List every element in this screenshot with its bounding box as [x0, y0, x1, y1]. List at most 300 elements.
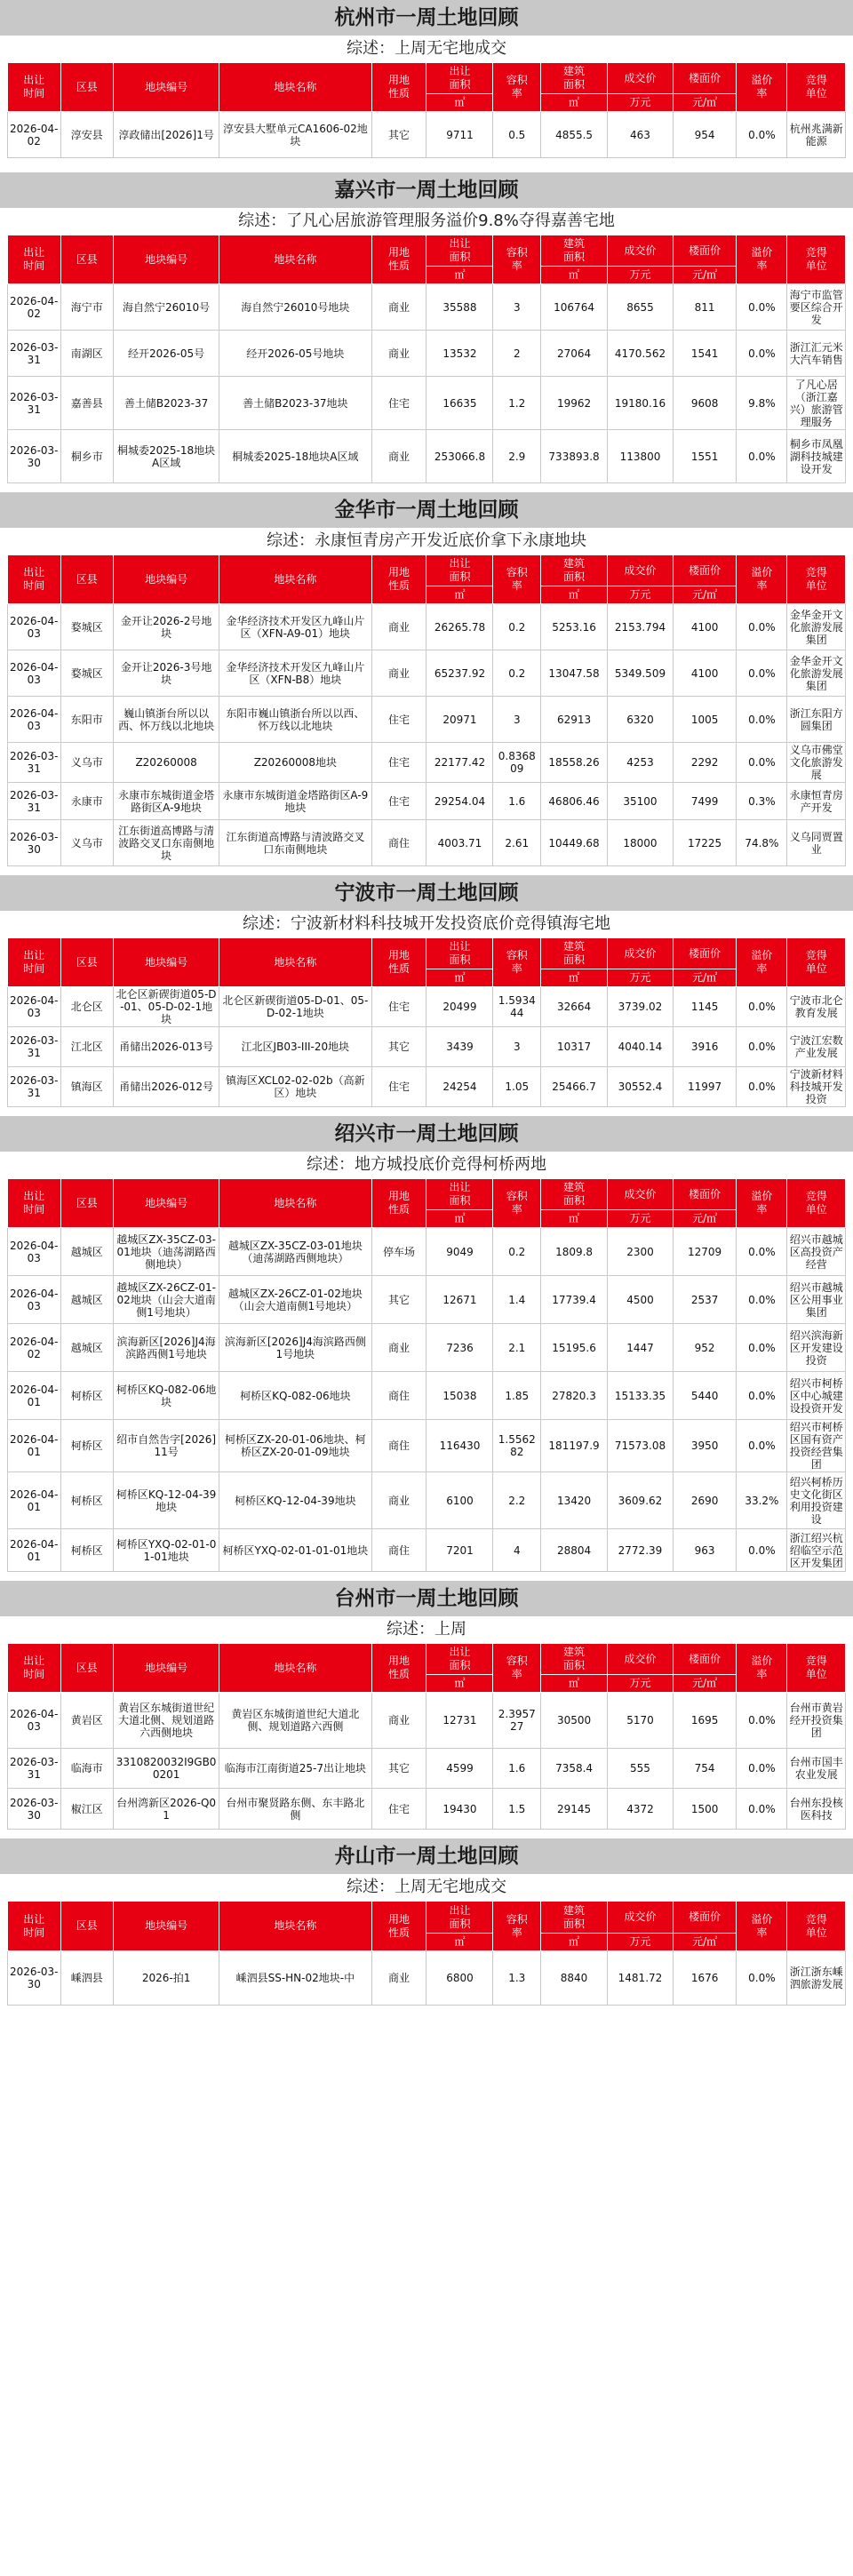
cell-plot-no: 越城区ZX-26CZ-01-02地块（山会大道南侧1号地块） — [114, 1276, 219, 1324]
column-header-plot-name: 地块名称 — [219, 1644, 371, 1693]
table-row — [8, 1693, 846, 1749]
cell-far: 3 — [493, 1027, 541, 1067]
column-header-plot-no: 地块编号 — [114, 63, 219, 112]
table-row — [8, 743, 846, 783]
table-row — [8, 112, 846, 158]
cell-build-area: 29145 — [541, 1789, 608, 1830]
cell-district: 黄岩区 — [60, 1693, 114, 1749]
cell-price: 8655 — [608, 284, 674, 331]
cell-date: 2026-04-02 — [8, 112, 61, 158]
cell-floor-price: 1695 — [673, 1693, 736, 1749]
cell-premium: 0.0% — [737, 1749, 787, 1789]
table-row — [8, 783, 846, 820]
cell-plot-no: 台州湾新区2026-Q01 — [114, 1789, 219, 1830]
column-unit-price: 万元 — [608, 1675, 674, 1693]
column-unit-build-area: ㎡ — [541, 94, 608, 112]
table-header-row — [8, 1902, 846, 1934]
cell-winner: 金华金开文化旅游发展集团 — [787, 650, 846, 697]
column-unit-floor-price: 元/㎡ — [673, 1210, 736, 1228]
cell-district: 越城区 — [60, 1276, 114, 1324]
cell-floor-price: 3950 — [673, 1420, 736, 1472]
cell-plot-no: 甬储出2026-012号 — [114, 1067, 219, 1107]
cell-district: 柯桥区 — [60, 1529, 114, 1572]
column-header-price: 成交价 — [608, 555, 674, 586]
cell-plot-no: Z20260008 — [114, 743, 219, 783]
cell-area: 29254.04 — [426, 783, 493, 820]
column-header-district: 区县 — [60, 1179, 114, 1228]
column-header-plot-name: 地块名称 — [219, 63, 371, 112]
cell-plot-name: 嵊泗县SS-HN-02地块-中 — [219, 1951, 371, 2006]
cell-premium: 0.0% — [737, 1228, 787, 1276]
cell-date: 2026-04-03 — [8, 650, 61, 697]
column-header-price: 成交价 — [608, 938, 674, 969]
column-header-build-area: 建筑 面积 — [541, 63, 608, 94]
cell-plot-no: 柯桥区YXQ-02-01-01-01地块 — [114, 1529, 219, 1572]
cell-price: 1481.72 — [608, 1951, 674, 2006]
section-spacer — [0, 1830, 853, 1838]
cell-far: 2 — [493, 331, 541, 377]
column-header-plot-no: 地块编号 — [114, 938, 219, 987]
column-header-plot-name: 地块名称 — [219, 235, 371, 284]
cell-district: 桐乡市 — [60, 430, 114, 483]
column-header-district: 区县 — [60, 63, 114, 112]
cell-area: 12671 — [426, 1276, 493, 1324]
cell-build-area: 10317 — [541, 1027, 608, 1067]
cell-date: 2026-04-02 — [8, 1324, 61, 1372]
section-summary: 综述：了凡心居旅游管理服务溢价9.8%夺得嘉善宅地 — [238, 211, 615, 230]
cell-usage: 其它 — [371, 1276, 426, 1324]
cell-plot-no: 柯桥区KQ-12-04-39地块 — [114, 1472, 219, 1529]
section-summary: 综述：宁波新材料科技城开发投资底价竞得镇海宅地 — [243, 914, 610, 933]
cell-usage: 商业 — [371, 1472, 426, 1529]
cell-floor-price: 5440 — [673, 1372, 736, 1420]
table-row — [8, 1067, 846, 1107]
cell-usage: 商住 — [371, 820, 426, 866]
cell-date: 2026-04-03 — [8, 604, 61, 650]
cell-build-area: 27064 — [541, 331, 608, 377]
column-header-plot-no: 地块编号 — [114, 1179, 219, 1228]
column-header-far: 容积 率 — [493, 1644, 541, 1693]
cell-plot-name: 永康市东城街道金塔路街区A-9地块 — [219, 783, 371, 820]
column-unit-price: 万元 — [608, 969, 674, 987]
cell-premium: 0.0% — [737, 987, 787, 1027]
table-row — [8, 1951, 846, 2006]
cell-usage: 商业 — [371, 331, 426, 377]
cell-plot-no: 善土储B2023-37 — [114, 377, 219, 430]
column-header-area: 出让 面积 — [426, 1902, 493, 1934]
table-row — [8, 377, 846, 430]
cell-area: 12731 — [426, 1693, 493, 1749]
cell-far: 0.5 — [493, 112, 541, 158]
table-row — [8, 1324, 846, 1372]
column-header-plot-name: 地块名称 — [219, 1179, 371, 1228]
cell-far: 0.2 — [493, 650, 541, 697]
cell-price: 6320 — [608, 697, 674, 743]
column-header-usage: 用地 性质 — [371, 235, 426, 284]
cell-price: 4170.562 — [608, 331, 674, 377]
cell-district: 婺城区 — [60, 604, 114, 650]
cell-plot-name: 淳安县大墅单元CA1606-02地块 — [219, 112, 371, 158]
column-header-build-area: 建筑 面积 — [541, 1644, 608, 1675]
cell-plot-no: 柯桥区KQ-082-06地块 — [114, 1372, 219, 1420]
cell-price: 4040.14 — [608, 1027, 674, 1067]
column-header-district: 区县 — [60, 1644, 114, 1693]
cell-district: 镇海区 — [60, 1067, 114, 1107]
cell-usage: 商业 — [371, 284, 426, 331]
column-header-premium: 溢价 率 — [737, 1644, 787, 1693]
land-transaction-table — [7, 1643, 846, 1830]
cell-usage: 商住 — [371, 1372, 426, 1420]
cell-winner: 金华金开文化旅游发展集团 — [787, 604, 846, 650]
cell-date: 2026-04-01 — [8, 1472, 61, 1529]
column-unit-floor-price: 元/㎡ — [673, 586, 736, 604]
section-title: 杭州市一周土地回顾 — [0, 0, 853, 36]
cell-build-area: 13420 — [541, 1472, 608, 1529]
cell-area: 24254 — [426, 1067, 493, 1107]
cell-plot-no: 淳政储出[2026]1号 — [114, 112, 219, 158]
column-header-usage: 用地 性质 — [371, 1902, 426, 1951]
column-header-floor-price: 楼面价 — [673, 1902, 736, 1934]
cell-floor-price: 3916 — [673, 1027, 736, 1067]
cell-winner: 浙江绍兴杭绍临空示范区开发集团 — [787, 1529, 846, 1572]
cell-price: 3609.62 — [608, 1472, 674, 1529]
column-header-build-area: 建筑 面积 — [541, 555, 608, 586]
column-unit-floor-price: 元/㎡ — [673, 267, 736, 284]
cell-area: 35588 — [426, 284, 493, 331]
cell-price: 18000 — [608, 820, 674, 866]
cell-plot-name: 滨海新区[2026]J4海滨路西侧1号地块 — [219, 1324, 371, 1372]
cell-winner: 绍兴滨海新区开发建设投资 — [787, 1324, 846, 1372]
section-spacer — [0, 1107, 853, 1116]
column-unit-area: ㎡ — [426, 267, 493, 284]
cell-far: 1.5 — [493, 1789, 541, 1830]
cell-build-area: 18558.26 — [541, 743, 608, 783]
cell-plot-name: 东阳市巍山镇浙台所以以西、怀万线以北地块 — [219, 697, 371, 743]
cell-build-area: 17739.4 — [541, 1276, 608, 1324]
cell-winner: 海宁市监管要区综合开发 — [787, 284, 846, 331]
cell-district: 柯桥区 — [60, 1420, 114, 1472]
column-header-plot-no: 地块编号 — [114, 235, 219, 284]
cell-floor-price: 1145 — [673, 987, 736, 1027]
cell-winner: 绍兴市越城区公用事业集团 — [787, 1276, 846, 1324]
cell-premium: 0.0% — [737, 1789, 787, 1830]
cell-date: 2026-03-31 — [8, 1067, 61, 1107]
land-transaction-table — [7, 235, 846, 483]
cell-build-area: 733893.8 — [541, 430, 608, 483]
cell-floor-price: 4100 — [673, 604, 736, 650]
cell-winner: 绍兴市越城区高投资产经营 — [787, 1228, 846, 1276]
cell-area: 4599 — [426, 1749, 493, 1789]
cell-district: 义乌市 — [60, 743, 114, 783]
cell-winner: 永康恒青房产开发 — [787, 783, 846, 820]
cell-plot-no: 越城区ZX-35CZ-03-01地块（迪荡湖路西侧地块） — [114, 1228, 219, 1276]
cell-date: 2026-04-03 — [8, 1276, 61, 1324]
column-header-premium: 溢价 率 — [737, 63, 787, 112]
section-spacer — [0, 1572, 853, 1581]
cell-build-area: 25466.7 — [541, 1067, 608, 1107]
column-header-winner: 竞得 单位 — [787, 938, 846, 987]
cell-build-area: 30500 — [541, 1693, 608, 1749]
cell-district: 南湖区 — [60, 331, 114, 377]
cell-usage: 住宅 — [371, 743, 426, 783]
cell-floor-price: 7499 — [673, 783, 736, 820]
cell-premium: 0.0% — [737, 284, 787, 331]
cell-price: 4253 — [608, 743, 674, 783]
column-header-far: 容积 率 — [493, 1179, 541, 1228]
cell-district: 永康市 — [60, 783, 114, 820]
cell-price: 2772.39 — [608, 1529, 674, 1572]
column-header-plot-name: 地块名称 — [219, 1902, 371, 1951]
cell-area: 7236 — [426, 1324, 493, 1372]
cell-far: 1.2 — [493, 377, 541, 430]
table-row — [8, 820, 846, 866]
cell-district: 义乌市 — [60, 820, 114, 866]
cell-plot-name: 金华经济技术开发区九峰山片区（XFN-A9-01）地块 — [219, 604, 371, 650]
column-header-date: 出让 时间 — [8, 235, 61, 284]
cell-premium: 0.0% — [737, 1067, 787, 1107]
table-row — [8, 1472, 846, 1529]
cell-district: 越城区 — [60, 1324, 114, 1372]
cell-plot-name: 柯桥区ZX-20-01-06地块、柯桥区ZX-20-01-09地块 — [219, 1420, 371, 1472]
cell-date: 2026-03-31 — [8, 1027, 61, 1067]
cell-plot-no: 3310820032I9GB00201 — [114, 1749, 219, 1789]
cell-plot-no: 永康市东城街道金塔路街区A-9地块 — [114, 783, 219, 820]
cell-plot-name: Z20260008地块 — [219, 743, 371, 783]
cell-winner: 绍兴市柯桥区国有资产投资经营集团 — [787, 1420, 846, 1472]
cell-winner: 义乌同贾置业 — [787, 820, 846, 866]
cell-usage: 其它 — [371, 1749, 426, 1789]
column-unit-price: 万元 — [608, 1210, 674, 1228]
cell-usage: 商住 — [371, 1420, 426, 1472]
cell-floor-price: 952 — [673, 1324, 736, 1372]
cell-price: 35100 — [608, 783, 674, 820]
cell-far: 1.85 — [493, 1372, 541, 1420]
cell-premium: 74.8% — [737, 820, 787, 866]
column-header-area: 出让 面积 — [426, 938, 493, 969]
column-header-far: 容积 率 — [493, 555, 541, 604]
cell-area: 20499 — [426, 987, 493, 1027]
column-header-district: 区县 — [60, 555, 114, 604]
cell-price: 71573.08 — [608, 1420, 674, 1472]
cell-usage: 商业 — [371, 1951, 426, 2006]
cell-area: 13532 — [426, 331, 493, 377]
cell-premium: 0.0% — [737, 697, 787, 743]
column-header-area: 出让 面积 — [426, 1644, 493, 1675]
column-header-usage: 用地 性质 — [371, 1644, 426, 1693]
cell-date: 2026-04-02 — [8, 284, 61, 331]
cell-build-area: 8840 — [541, 1951, 608, 2006]
cell-price: 5170 — [608, 1693, 674, 1749]
cell-usage: 商住 — [371, 1529, 426, 1572]
cell-winner: 杭州兆满新能源 — [787, 112, 846, 158]
column-header-plot-name: 地块名称 — [219, 938, 371, 987]
cell-plot-no: 甬储出2026-013号 — [114, 1027, 219, 1067]
column-unit-build-area: ㎡ — [541, 1934, 608, 1951]
land-transaction-table — [7, 937, 846, 1107]
column-unit-floor-price: 元/㎡ — [673, 1934, 736, 1951]
cell-plot-name: 北仑区新碶街道05-D-01、05-D-02-1地块 — [219, 987, 371, 1027]
cell-build-area: 32664 — [541, 987, 608, 1027]
cell-price: 2300 — [608, 1228, 674, 1276]
cell-district: 海宁市 — [60, 284, 114, 331]
cell-usage: 住宅 — [371, 987, 426, 1027]
section-title: 舟山市一周土地回顾 — [0, 1838, 853, 1874]
cell-date: 2026-03-30 — [8, 1951, 61, 2006]
cell-premium: 0.0% — [737, 743, 787, 783]
table-header-row — [8, 63, 846, 94]
column-unit-area: ㎡ — [426, 1675, 493, 1693]
cell-plot-no: 北仑区新碶街道05-D-01、05-D-02-1地块 — [114, 987, 219, 1027]
cell-date: 2026-04-03 — [8, 1693, 61, 1749]
column-unit-price: 万元 — [608, 1934, 674, 1951]
column-header-floor-price: 楼面价 — [673, 1179, 736, 1210]
column-header-usage: 用地 性质 — [371, 555, 426, 604]
column-header-far: 容积 率 — [493, 938, 541, 987]
cell-area: 116430 — [426, 1420, 493, 1472]
column-unit-floor-price: 元/㎡ — [673, 1675, 736, 1693]
cell-build-area: 7358.4 — [541, 1749, 608, 1789]
cell-floor-price: 11997 — [673, 1067, 736, 1107]
column-header-floor-price: 楼面价 — [673, 1644, 736, 1675]
cell-floor-price: 9608 — [673, 377, 736, 430]
cell-area: 16635 — [426, 377, 493, 430]
column-header-date: 出让 时间 — [8, 555, 61, 604]
column-header-far: 容积 率 — [493, 1902, 541, 1951]
column-header-winner: 竞得 单位 — [787, 1902, 846, 1951]
cell-area: 4003.71 — [426, 820, 493, 866]
cell-far: 2.395727 — [493, 1693, 541, 1749]
column-header-area: 出让 面积 — [426, 1179, 493, 1210]
cell-district: 淳安县 — [60, 112, 114, 158]
table-row — [8, 1420, 846, 1472]
cell-plot-no: 桐城委2025-18地块A区域 — [114, 430, 219, 483]
cell-plot-name: 经开2026-05号地块 — [219, 331, 371, 377]
cell-far: 0.2 — [493, 604, 541, 650]
table-header-row — [8, 1179, 846, 1210]
table-row — [8, 987, 846, 1027]
cell-plot-no: 巍山镇浙台所以以西、怀万线以北地块 — [114, 697, 219, 743]
cell-area: 20971 — [426, 697, 493, 743]
table-row — [8, 284, 846, 331]
column-header-district: 区县 — [60, 1902, 114, 1951]
cell-plot-name: 海自然宁26010号地块 — [219, 284, 371, 331]
column-header-price: 成交价 — [608, 235, 674, 267]
cell-winner: 宁波江宏数产业发展 — [787, 1027, 846, 1067]
cell-date: 2026-04-03 — [8, 697, 61, 743]
section-spacer — [0, 158, 853, 172]
column-unit-area: ㎡ — [426, 1210, 493, 1228]
column-header-usage: 用地 性质 — [371, 63, 426, 112]
cell-floor-price: 1676 — [673, 1951, 736, 2006]
column-header-floor-price: 楼面价 — [673, 555, 736, 586]
cell-far: 0.2 — [493, 1228, 541, 1276]
cell-date: 2026-04-03 — [8, 1228, 61, 1276]
cell-premium: 0.0% — [737, 1693, 787, 1749]
cell-winner: 了凡心居（浙江嘉兴）旅游管理服务 — [787, 377, 846, 430]
cell-date: 2026-03-31 — [8, 1749, 61, 1789]
cell-plot-no: 金开让2026-3号地块 — [114, 650, 219, 697]
column-header-winner: 竞得 单位 — [787, 63, 846, 112]
cell-price: 1447 — [608, 1324, 674, 1372]
cell-build-area: 15195.6 — [541, 1324, 608, 1372]
cell-district: 东阳市 — [60, 697, 114, 743]
table-row — [8, 1372, 846, 1420]
cell-premium: 0.0% — [737, 1951, 787, 2006]
cell-winner: 桐乡市凤凰湖科技城建设开发 — [787, 430, 846, 483]
cell-far: 0.836809 — [493, 743, 541, 783]
cell-premium: 0.0% — [737, 1420, 787, 1472]
column-header-date: 出让 时间 — [8, 1179, 61, 1228]
cell-premium: 0.0% — [737, 604, 787, 650]
cell-plot-name: 江北区JB03-III-20地块 — [219, 1027, 371, 1067]
cell-date: 2026-03-31 — [8, 743, 61, 783]
cell-plot-no: 经开2026-05号 — [114, 331, 219, 377]
cell-build-area: 62913 — [541, 697, 608, 743]
cell-usage: 住宅 — [371, 377, 426, 430]
cell-winner: 浙江东阳方圆集团 — [787, 697, 846, 743]
table-row — [8, 1276, 846, 1324]
cell-build-area: 10449.68 — [541, 820, 608, 866]
cell-floor-price: 963 — [673, 1529, 736, 1572]
column-header-premium: 溢价 率 — [737, 938, 787, 987]
cell-build-area: 27820.3 — [541, 1372, 608, 1420]
cell-build-area: 46806.46 — [541, 783, 608, 820]
section-spacer — [0, 483, 853, 492]
cell-far: 1.4 — [493, 1276, 541, 1324]
section-summary: 综述：上周无宅地成交 — [347, 1878, 506, 1896]
column-header-build-area: 建筑 面积 — [541, 235, 608, 267]
column-unit-build-area: ㎡ — [541, 969, 608, 987]
column-header-build-area: 建筑 面积 — [541, 1902, 608, 1934]
cell-area: 253066.8 — [426, 430, 493, 483]
column-header-price: 成交价 — [608, 1644, 674, 1675]
section-summary: 综述：上周无宅地成交 — [347, 39, 506, 58]
cell-area: 19430 — [426, 1789, 493, 1830]
cell-far: 2.1 — [493, 1324, 541, 1372]
column-header-date: 出让 时间 — [8, 1644, 61, 1693]
table-row — [8, 1529, 846, 1572]
column-header-winner: 竞得 单位 — [787, 1644, 846, 1693]
cell-usage: 商业 — [371, 430, 426, 483]
cell-price: 3739.02 — [608, 987, 674, 1027]
column-header-floor-price: 楼面价 — [673, 235, 736, 267]
column-unit-build-area: ㎡ — [541, 267, 608, 284]
column-header-price: 成交价 — [608, 1902, 674, 1934]
cell-far: 1.05 — [493, 1067, 541, 1107]
cell-district: 北仑区 — [60, 987, 114, 1027]
cell-build-area: 28804 — [541, 1529, 608, 1572]
land-transaction-table — [7, 62, 846, 158]
cell-usage: 住宅 — [371, 1789, 426, 1830]
table-row — [8, 697, 846, 743]
cell-floor-price: 1500 — [673, 1789, 736, 1830]
cell-premium: 0.0% — [737, 1529, 787, 1572]
column-header-premium: 溢价 率 — [737, 1902, 787, 1951]
section-title: 宁波市一周土地回顾 — [0, 875, 853, 911]
cell-winner: 宁波新材料科技城开发投资 — [787, 1067, 846, 1107]
cell-date: 2026-03-30 — [8, 820, 61, 866]
cell-date: 2026-04-03 — [8, 987, 61, 1027]
cell-winner: 宁波市北仑教育发展 — [787, 987, 846, 1027]
column-unit-price: 万元 — [608, 267, 674, 284]
cell-usage: 其它 — [371, 1027, 426, 1067]
cell-district: 柯桥区 — [60, 1372, 114, 1420]
column-header-far: 容积 率 — [493, 63, 541, 112]
column-header-build-area: 建筑 面积 — [541, 938, 608, 969]
section-summary: 综述：地方城投底价竞得柯桥两地 — [307, 1155, 546, 1174]
table-row — [8, 1749, 846, 1789]
cell-winner: 台州东投核医科技 — [787, 1789, 846, 1830]
